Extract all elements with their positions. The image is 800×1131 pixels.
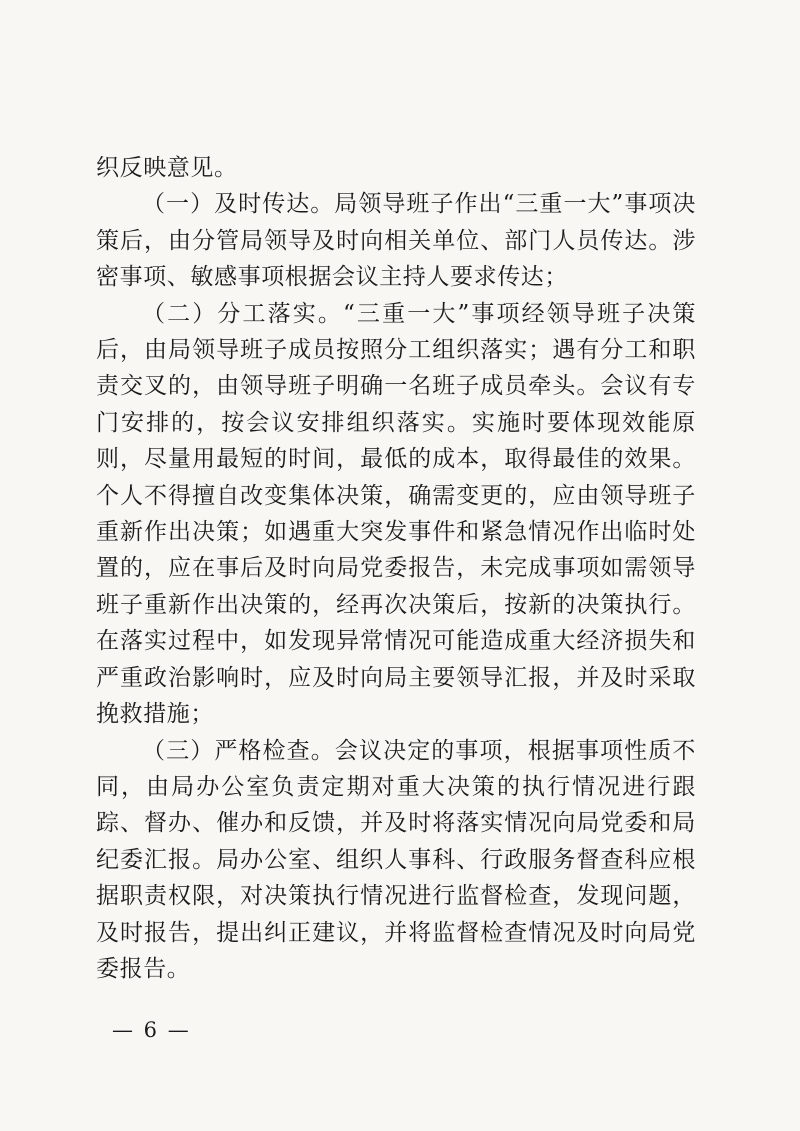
paragraph-timely-communication: （一）及时传达。局领导班子作出“三重一大”事项决策后，由分管局领导及时向相关单位、部门人员传达。涉密事项、敏感事项根据会议主持人要求传达； xyxy=(96,191,696,291)
paragraph-division-implementation: （二）分工落实。“三重一大”事项经领导班子决策后，由局领导班子成员按照分工组织落实；遇有分工和职责交叉的，由领导班子明确一名班子成员牵头。会议有专门安排的，按会议安排组织落实。实施时要体现效能原则，尽量用最短的时间，最低的成本，取得最佳的效果。个人不得擅自改变集体决策，确需变更的，应由领导班子重新作出决策；如遇重大突发事件和紧急情况作出临时处置的，应在事后及时向局党委报告，未完成事项如需领导班子重新作出决策的，经再次决策后，按新的决策执行。在落实过程中，如发现异常情况可能造成重大经济损失和严重政治影响时，应及时向局主要领导汇报，并及时采取挽救措施； xyxy=(96,300,696,728)
page-number: — 6 — xyxy=(112,1018,191,1042)
paragraph-continuation: 织反映意见。 xyxy=(96,155,238,181)
document-body xyxy=(96,150,696,987)
paragraph-strict-inspection: （三）严格检查。会议决定的事项，根据事项性质不同，由局办公室负责定期对重大决策的执行情况进行跟踪、督办、催办和反馈，并及时将落实情况向局党委和局纪委汇报。局办公室、组织人事科、行政服务督查科应根据职责权限，对决策执行情况进行监督检查，发现问题，及时报告，提出纠正建议，并将监督检查情况及时向局党委报告。 xyxy=(96,737,696,982)
